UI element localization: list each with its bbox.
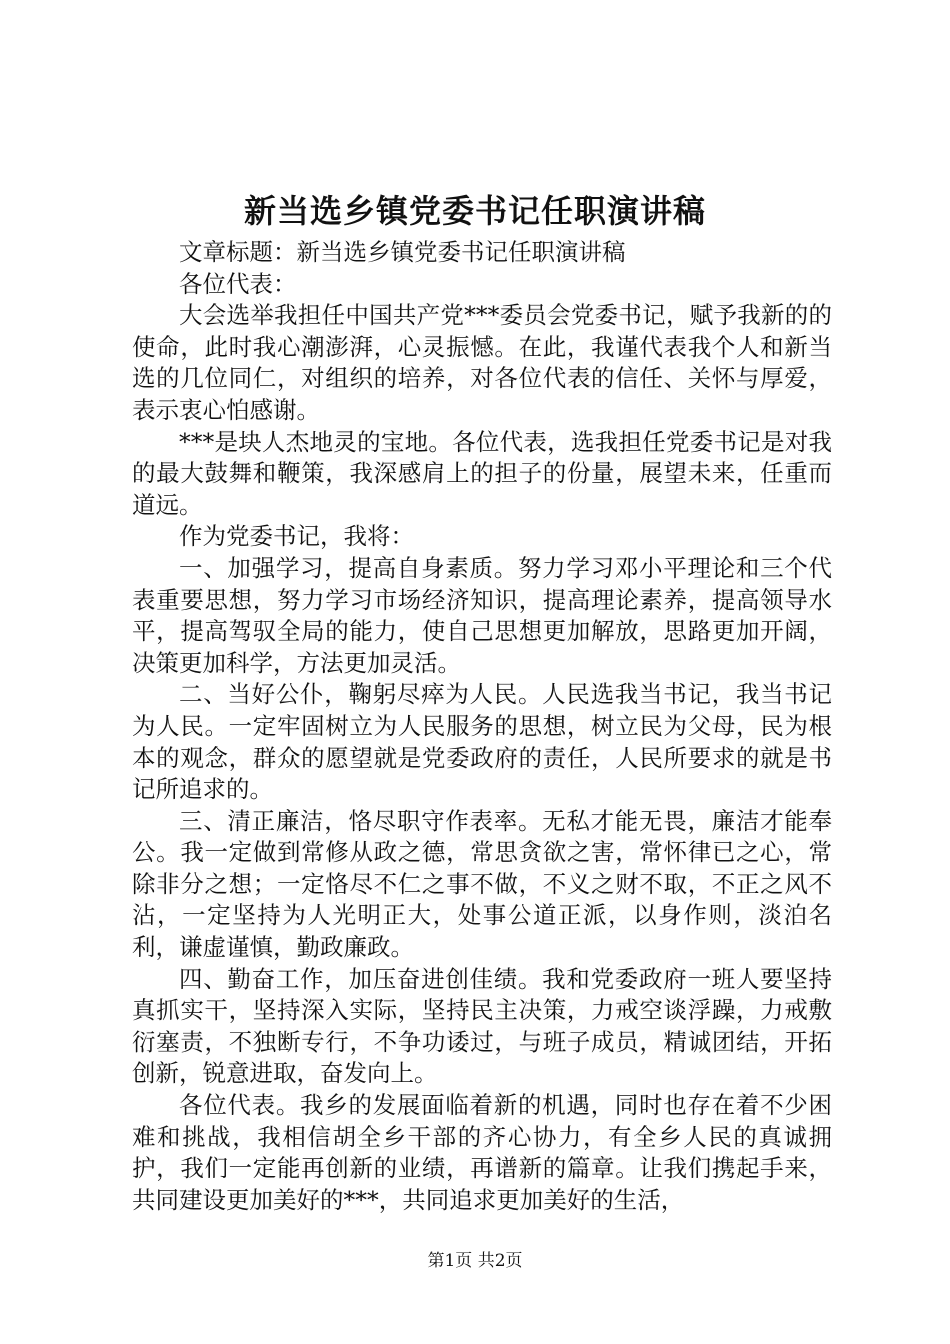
paragraph-salutation: 各位代表： xyxy=(179,269,297,298)
paragraph-place: ***是块人杰地灵的宝地。各位代表，选我担任党委书记是对我的最大鼓舞和鞭策，我深感肩上的担子的份量，展望未来，任重而道远。 xyxy=(132,427,832,519)
paragraph-point-two: 二、当好公仆，鞠躬尽瘁为人民。人民选我当书记，我当书记为人民。一定牢固树立为人民服务的思想，树立民为父母，民为根本的观念，群众的愿望就是党委政府的责任，人民所要求的就是书记所追求的。 xyxy=(132,680,832,804)
document-title: 新当选乡镇党委书记任职演讲稿 xyxy=(243,192,706,230)
paragraph-point-one: 一、加强学习，提高自身素质。努力学习邓小平理论和三个代表重要思想，努力学习市场经济知识，提高理论素养，提高领导水平，提高驾驭全局的能力，使自己思想更加解放，思路更加开阔，决策更加科学，方法更加灵活。 xyxy=(132,553,832,677)
document-body xyxy=(132,237,832,1216)
page-number: 第1页 共2页 xyxy=(427,1251,523,1271)
paragraph-point-four: 四、勤奋工作，加压奋进创佳绩。我和党委政府一班人要坚持真抓实干，坚持深入实际，坚持民主决策，力戒空谈浮躁，力戒敷衍塞责，不独断专行，不争功诿过，与班子成员，精诚团结，开拓创新，锐意进取，奋发向上。 xyxy=(132,964,832,1088)
paragraph-intro: 大会选举我担任中国共产党***委员会党委书记，赋予我新的的使命，此时我心潮澎湃，心灵振憾。在此，我谨代表我个人和新当选的几位同仁，对组织的培养，对各位代表的信任、关怀与厚爱，表示衷心怕感谢。 xyxy=(132,301,832,424)
paragraph-point-three: 三、清正廉洁，恪尽职守作表率。无私才能无畏，廉洁才能奉公。我一定做到常修从政之德，常思贪欲之害，常怀律已之心，常除非分之想；一定恪尽不仁之事不做，不义之财不取，不正之风不沾，一定坚持为人光明正大，处事公道正派，以身作则，淡泊名利，谦虚谨慎，勤政廉政。 xyxy=(132,806,832,962)
paragraph-article-title: 文章标题：新当选乡镇党委书记任职演讲稿 xyxy=(179,238,626,266)
paragraph-commitment-lead: 作为党委书记，我将： xyxy=(179,522,414,551)
paragraph-closing: 各位代表。我乡的发展面临着新的机遇，同时也存在着不少困难和挑战，我相信胡全乡干部的齐心协力，有全乡人民的真诚拥护，我们一定能再创新的业绩，再谱新的篇章。让我们携起手来，共同建设更加美好的***，共同追求更加美好的生活， xyxy=(132,1091,832,1214)
